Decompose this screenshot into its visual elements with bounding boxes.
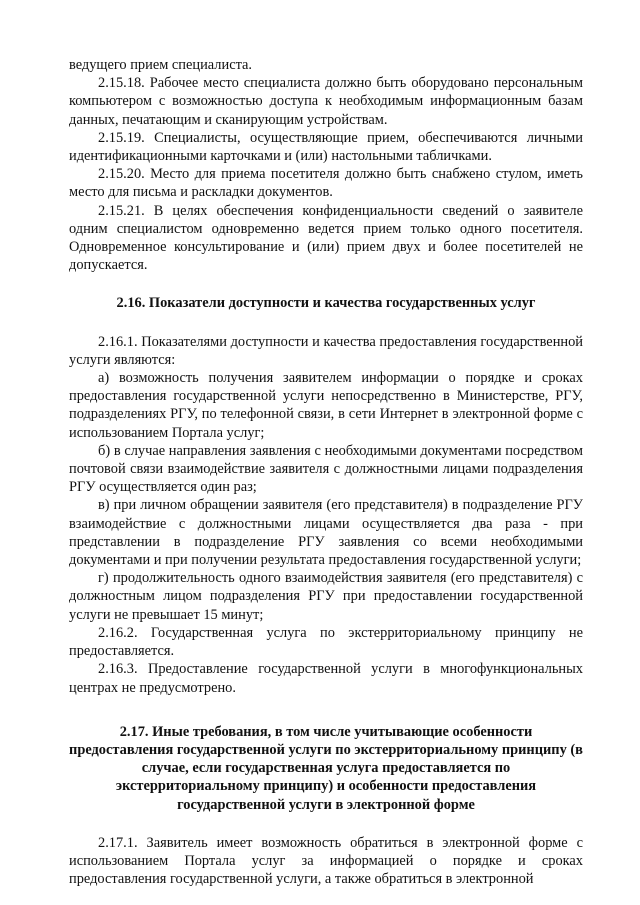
paragraph: г) продолжительность одного взаимодействия заявителя (его представителя) с должностным лицом подразделения РГУ при предоставлении государственной услуги не превышает 15 минут; — [69, 570, 583, 623]
paragraph: 2.15.18. Рабочее место специалиста должно быть оборудовано персональным компьютером с возможностью доступа к необходимым информационным базам данных, печатающим и сканирующим устройствам. — [69, 75, 583, 128]
paragraph: в) при личном обращении заявителя (его представителя) в подразделение РГУ взаимодействие с должностными лицами осуществляется два раза - при представлении в подразделение РГУ заявления со всеми необходимыми документами и при получении результата предоставления государственной услуги; — [69, 497, 583, 569]
paragraph: б) в случае направления заявления с необходимыми документами посредством почтовой связи взаимодействие заявителя с должностными лицами подразделения РГУ осуществляется один раз; — [69, 442, 583, 496]
spacer — [69, 313, 583, 333]
paragraph: а) возможность получения заявителем информации о порядке и сроках предоставления государственной услуги непосредственно в Министерстве, РГУ, подразделениях РГУ, по телефонной связи, в сети Интернет в электронной форме с использованием Портала услуг; — [69, 370, 583, 441]
section-heading: 2.17. Иные требования, в том числе учитывающие особенности предоставления государственной услуги по экстерриториальному принципу (в случае, если государственная услуга предоставляется по экстерриториальному принципу) и особенности предоставления государственной услуги в электронной форме — [69, 723, 583, 813]
paragraph: ведущего прием специалиста. — [69, 57, 253, 73]
section-heading: 2.16. Показатели доступности и качества государственных услуг — [116, 295, 536, 312]
paragraph: 2.15.19. Специалисты, осуществляющие прием, обеспечиваются личными идентификационными карточками и (или) настольными табличками. — [69, 129, 583, 165]
paragraph: 2.17.1. Заявитель имеет возможность обратиться в электронной форме с использованием Портала услуг за информацией о порядке и сроках предоставления государственной услуги, а также обратиться в электронной — [69, 834, 583, 888]
paragraph: 2.16.1. Показателями доступности и качества предоставления государственной услуги являются: — [69, 333, 583, 368]
document-page — [69, 56, 583, 888]
spacer — [69, 697, 583, 723]
spacer — [69, 814, 583, 834]
paragraph: 2.15.20. Место для приема посетителя должно быть снабжено стулом, иметь место для письма и раскладки документов. — [69, 166, 583, 201]
paragraph: 2.15.21. В целях обеспечения конфиденциальности сведений о заявителе одним специалистом одновременно ведется прием только одного посетителя. Одновременное консультирование и (или) прием двух и более посетителей не допускается. — [69, 202, 583, 274]
paragraph: 2.16.2. Государственная услуга по экстерриториальному принципу не предоставляется. — [69, 624, 583, 660]
paragraph: 2.16.3. Предоставление государственной услуги в многофункциональных центрах не предусмотрено. — [69, 661, 583, 696]
spacer — [69, 274, 583, 294]
